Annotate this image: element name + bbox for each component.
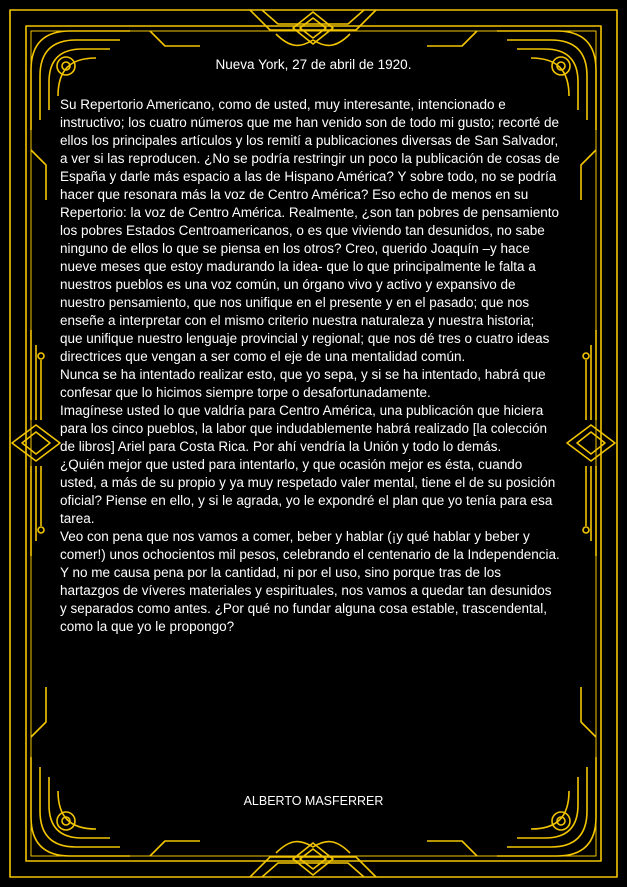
- letter-paragraph: Imagínese usted lo que valdría para Centro América, una publicación que hiciera para los cinco pueblos, la labor que indudablemente habrá realizado [la colección de libros] Ariel para Costa Rica. Por ahí vendría la Unión y todo lo demás.: [60, 403, 548, 454]
- right-ornament: [567, 330, 615, 556]
- letter-body: [60, 96, 560, 636]
- bottom-ornament: [250, 842, 376, 877]
- letter-paragraph: ¿Quién mejor que usted para intentarlo, y que ocasión mejor es ésta, cuando usted, a más de su propio y ya muy respetado valer mental, tiene el de su posición oficial? Piense en ello, y si le agrada, yo le expondré el plan que yo tenía para esa tarea.: [60, 457, 556, 526]
- corner-ornament-bottom-right: [427, 687, 596, 856]
- letter-paragraph: Nunca se ha intentado realizar esto, que yo sepa, y si se ha intentado, habrá que confesar que lo hicimos siempre torpe o desafortunadamente.: [60, 367, 546, 400]
- left-ornament: [12, 330, 60, 556]
- letter-signature: ALBERTO MASFERRER: [243, 794, 384, 808]
- letter-dateline: Nueva York, 27 de abril de 1920.: [215, 57, 412, 72]
- corner-ornament-bottom-left: [31, 687, 200, 856]
- letter-paragraph: Su Repertorio Americano, como de usted, muy interesante, intencionado e instructivo; los cuatro números que me han venido son de todo mi gusto; recorté de ellos los principales artículos y los remití a publicaciones diversas de San Salvador, a ver si las reproducen. ¿No se podría restringir un poco la publicación de cosas de España y darle más espacio a las de Hispano América? Y sobre todo, no se podría hacer que resonara más la voz de Centro América? Eso echo de menos en su Repertorio: la voz de Centro América. Realmente, ¿son tan pobres de pensamiento los pobres Estados Centroamericanos, o es que viviendo tan desunidos, no sabe ninguno de ellos lo que se piensa en los otros? Creo, querido Joaquín –y hace nueve meses que estoy madurando la idea- que lo que principalmente le falta a nuestros pueblos es una voz común, un órgano vivo y activo y expansivo de nuestro pensamiento, que nos unifique en el presente y en el pasado; que nos enseñe a interpretar con el mismo criterio nuestra naturaleza y nuestra historia; que unifique nuestro lenguaje provincial y regional; que nos dé tres o cuatro ideas directrices que vengan a ser como el eje de una mentalidad común.: [60, 97, 560, 364]
- letter-paragraph: Veo con pena que nos vamos a comer, beber y hablar (¡y qué hablar y beber y comer!) unos ochocientos mil pesos, celebrando el centenario de la Independencia. Y no me causa pena por la cantidad, ni por el uso, sino porque tras de los hartazgos de víveres materiales y espirituales, nos vamos a quedar tan desunidos y separados como antes. ¿Por qué no fundar alguna cosa estable, trascendental, como la que yo le propongo?: [60, 529, 560, 634]
- top-ornament: [250, 10, 376, 45]
